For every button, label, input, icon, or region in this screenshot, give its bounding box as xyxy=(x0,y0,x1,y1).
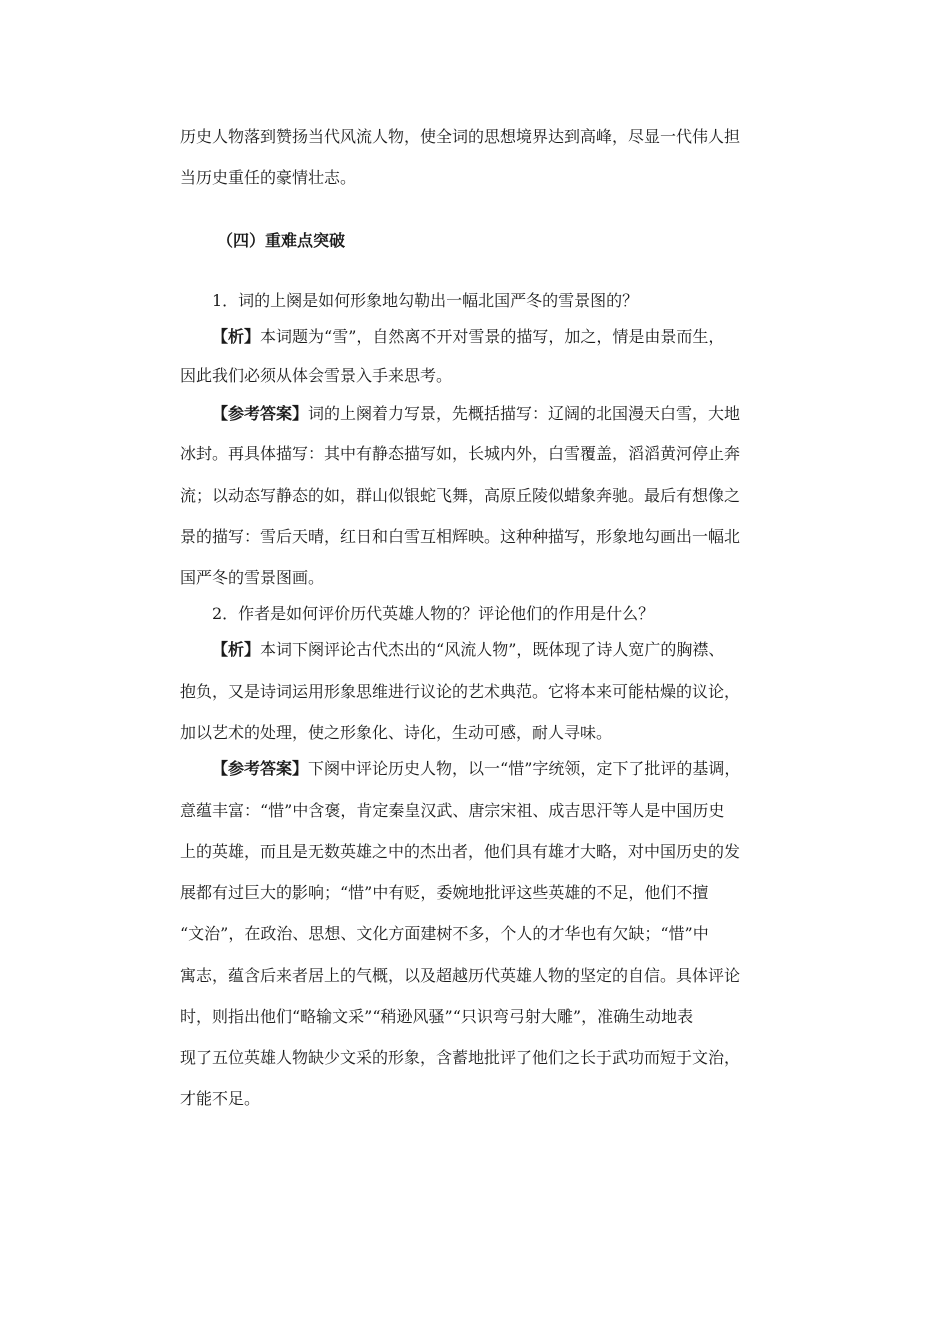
q2-answer-line-8: 现了五位英雄人物缺少文采的形象，含蓄地批评了他们之长于武功而短于文治， xyxy=(180,1048,741,1067)
q2-answer-line-5: “文治”，在政治、思想、文化方面建树不多，个人的才华也有欠缺；“惜”中 xyxy=(180,924,709,943)
q2-answer-line-1 xyxy=(212,759,740,779)
q2-analysis-line-3: 加以艺术的处理，使之形象化、诗化，生动可感，耐人寻味。 xyxy=(180,723,613,742)
q2-answer-line-6: 寓志，蕴含后来者居上的气概，以及超越历代英雄人物的坚定的自信。具体评论 xyxy=(180,966,741,985)
analysis-label: 【析】 xyxy=(212,327,261,346)
answer-label: 【参考答案】 xyxy=(212,404,309,423)
analysis-text: 本词题为“雪”，自然离不开对雪景的描写，加之，情是由景而生， xyxy=(260,327,725,346)
intro-line-2: 当历史重任的豪情壮志。 xyxy=(180,168,357,187)
q2-analysis-line-1 xyxy=(212,640,724,660)
analysis-label: 【析】 xyxy=(212,640,261,659)
answer-text: 下阕中评论历史人物，以一“惜”字统领，定下了批评的基调， xyxy=(308,759,741,778)
q1-analysis-line-2: 因此我们必须从体会雪景入手来思考。 xyxy=(180,366,453,385)
q1-answer-line-5: 国严冬的雪景图画。 xyxy=(180,568,325,587)
answer-label: 【参考答案】 xyxy=(212,759,309,778)
q1-analysis-line-1 xyxy=(212,327,724,347)
q1-answer-line-4: 景的描写：雪后天晴，红日和白雪互相辉映。这种种描写，形象地勾画出一幅北 xyxy=(180,527,741,546)
analysis-text: 本词下阕评论古代杰出的“风流人物”，既体现了诗人宽广的胸襟、 xyxy=(260,640,725,659)
q2-answer-line-4: 展都有过巨大的影响；“惜”中有贬，委婉地批评这些英雄的不足，他们不擅 xyxy=(180,883,709,902)
q2-answer-line-7: 时，则指出他们“略输文采”“稍逊风骚”“只识弯弓射大雕”，准确生动地表 xyxy=(180,1007,694,1026)
answer-text: 词的上阕着力写景，先概括描写：辽阔的北国漫天白雪，大地 xyxy=(308,404,741,423)
section-heading: （四）重难点突破 xyxy=(217,231,346,250)
q1-answer-line-2: 冰封。再具体描写：其中有静态描写如，长城内外，白雪覆盖，滔滔黄河停止奔 xyxy=(180,444,741,463)
q1-answer-line-1 xyxy=(212,404,740,424)
q2-answer-line-2: 意蕴丰富：“惜”中含褒，肯定秦皇汉武、唐宗宋祖、成吉思汗等人是中国历史 xyxy=(180,801,725,820)
question-1: 1．词的上阕是如何形象地勾勒出一幅北国严冬的雪景图的？ xyxy=(212,291,639,310)
q2-analysis-line-2: 抱负，又是诗词运用形象思维进行议论的艺术典范。它将本来可能枯燥的议论， xyxy=(180,682,741,701)
q2-answer-line-9: 才能不足。 xyxy=(180,1089,261,1108)
intro-line-1: 历史人物落到赞扬当代风流人物，使全词的思想境界达到高峰，尽显一代伟人担 xyxy=(180,127,741,146)
question-2: 2．作者是如何评价历代英雄人物的？评论他们的作用是什么？ xyxy=(212,604,655,623)
q2-answer-line-3: 上的英雄，而且是无数英雄之中的杰出者，他们具有雄才大略，对中国历史的发 xyxy=(180,842,741,861)
q1-answer-line-3: 流；以动态写静态的如，群山似银蛇飞舞，高原丘陵似蜡象奔驰。最后有想像之 xyxy=(180,486,741,505)
